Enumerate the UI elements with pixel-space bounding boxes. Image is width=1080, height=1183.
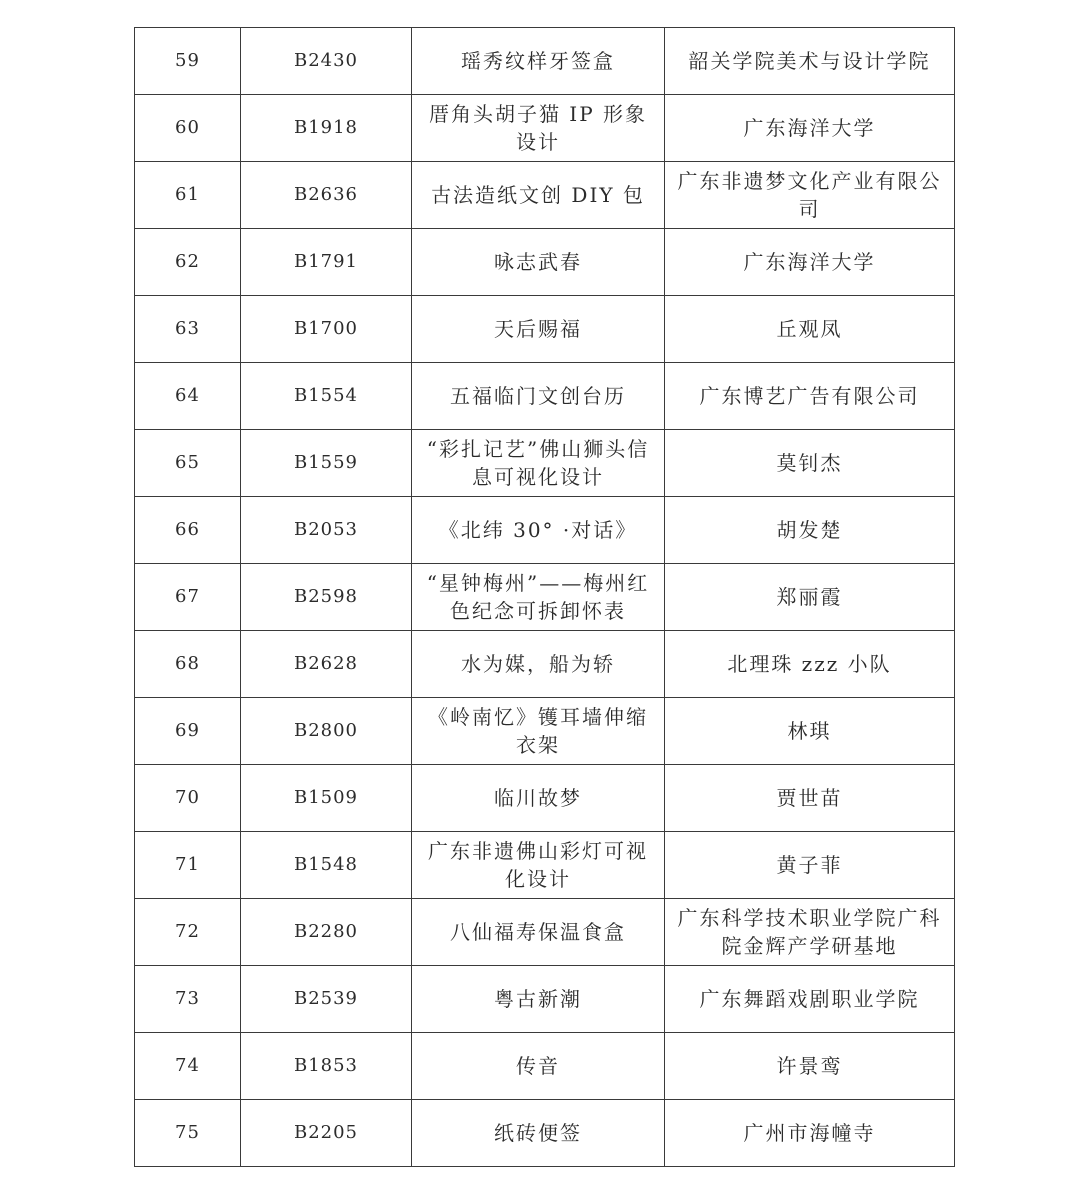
author-cell: 广东科学技术职业学院广科院金辉产学研基地 (665, 899, 955, 966)
row-number-cell: 66 (135, 497, 241, 564)
row-number-cell: 70 (135, 765, 241, 832)
work-title-cell: 《岭南忆》镬耳墙伸缩衣架 (412, 698, 665, 765)
author-cell: 广州市海幢寺 (665, 1100, 955, 1167)
author-cell: 贾世苗 (665, 765, 955, 832)
work-title-cell: 古法造纸文创 DIY 包 (412, 162, 665, 229)
table-body (135, 28, 955, 1167)
row-number-cell: 69 (135, 698, 241, 765)
entry-code-cell: B2628 (241, 631, 412, 698)
work-title-cell: “星钟梅州”——梅州红色纪念可拆卸怀表 (412, 564, 665, 631)
award-list-table (134, 27, 955, 1167)
table-row (135, 564, 955, 631)
work-title-cell: 水为媒，船为轿 (412, 631, 665, 698)
row-number-cell: 75 (135, 1100, 241, 1167)
author-cell: 广东海洋大学 (665, 95, 955, 162)
entry-code-cell: B2280 (241, 899, 412, 966)
entry-code-cell: B1918 (241, 95, 412, 162)
entry-code-cell: B2636 (241, 162, 412, 229)
table-row (135, 95, 955, 162)
work-title-cell: 广东非遗佛山彩灯可视化设计 (412, 832, 665, 899)
table-row (135, 966, 955, 1033)
author-cell: 丘观凤 (665, 296, 955, 363)
table-row (135, 832, 955, 899)
row-number-cell: 71 (135, 832, 241, 899)
entry-code-cell: B2800 (241, 698, 412, 765)
entry-code-cell: B2539 (241, 966, 412, 1033)
work-title-cell: 《北纬 30° ·对话》 (412, 497, 665, 564)
author-cell: 韶关学院美术与设计学院 (665, 28, 955, 95)
row-number-cell: 63 (135, 296, 241, 363)
table-row (135, 296, 955, 363)
author-cell: 广东舞蹈戏剧职业学院 (665, 966, 955, 1033)
entry-code-cell: B2598 (241, 564, 412, 631)
table-row (135, 363, 955, 430)
entry-code-cell: B2053 (241, 497, 412, 564)
row-number-cell: 73 (135, 966, 241, 1033)
row-number-cell: 62 (135, 229, 241, 296)
table-row (135, 899, 955, 966)
work-title-cell: “彩扎记艺”佛山狮头信息可视化设计 (412, 430, 665, 497)
table-row (135, 430, 955, 497)
row-number-cell: 72 (135, 899, 241, 966)
row-number-cell: 60 (135, 95, 241, 162)
table-row (135, 28, 955, 95)
author-cell: 胡发楚 (665, 497, 955, 564)
table-row (135, 1033, 955, 1100)
row-number-cell: 65 (135, 430, 241, 497)
row-number-cell: 67 (135, 564, 241, 631)
work-title-cell: 厝角头胡子猫 IP 形象设计 (412, 95, 665, 162)
author-cell: 许景鸾 (665, 1033, 955, 1100)
author-cell: 北理珠 zzz 小队 (665, 631, 955, 698)
table-row (135, 162, 955, 229)
work-title-cell: 五福临门文创台历 (412, 363, 665, 430)
row-number-cell: 68 (135, 631, 241, 698)
author-cell: 郑丽霞 (665, 564, 955, 631)
work-title-cell: 咏志武春 (412, 229, 665, 296)
work-title-cell: 纸砖便签 (412, 1100, 665, 1167)
work-title-cell: 瑶秀纹样牙签盒 (412, 28, 665, 95)
table-row (135, 765, 955, 832)
table-row (135, 631, 955, 698)
author-cell: 广东海洋大学 (665, 229, 955, 296)
work-title-cell: 粤古新潮 (412, 966, 665, 1033)
row-number-cell: 74 (135, 1033, 241, 1100)
work-title-cell: 临川故梦 (412, 765, 665, 832)
entry-code-cell: B1559 (241, 430, 412, 497)
entry-code-cell: B1548 (241, 832, 412, 899)
entry-code-cell: B1791 (241, 229, 412, 296)
entry-code-cell: B1853 (241, 1033, 412, 1100)
author-cell: 广东非遗梦文化产业有限公司 (665, 162, 955, 229)
work-title-cell: 八仙福寿保温食盒 (412, 899, 665, 966)
table-row (135, 497, 955, 564)
table-row (135, 698, 955, 765)
entry-code-cell: B2205 (241, 1100, 412, 1167)
row-number-cell: 64 (135, 363, 241, 430)
row-number-cell: 59 (135, 28, 241, 95)
author-cell: 莫钊杰 (665, 430, 955, 497)
row-number-cell: 61 (135, 162, 241, 229)
table-row (135, 229, 955, 296)
author-cell: 广东博艺广告有限公司 (665, 363, 955, 430)
author-cell: 黄子菲 (665, 832, 955, 899)
work-title-cell: 天后赐福 (412, 296, 665, 363)
entry-code-cell: B2430 (241, 28, 412, 95)
entry-code-cell: B1554 (241, 363, 412, 430)
work-title-cell: 传音 (412, 1033, 665, 1100)
entry-code-cell: B1509 (241, 765, 412, 832)
table-row (135, 1100, 955, 1167)
author-cell: 林琪 (665, 698, 955, 765)
entry-code-cell: B1700 (241, 296, 412, 363)
